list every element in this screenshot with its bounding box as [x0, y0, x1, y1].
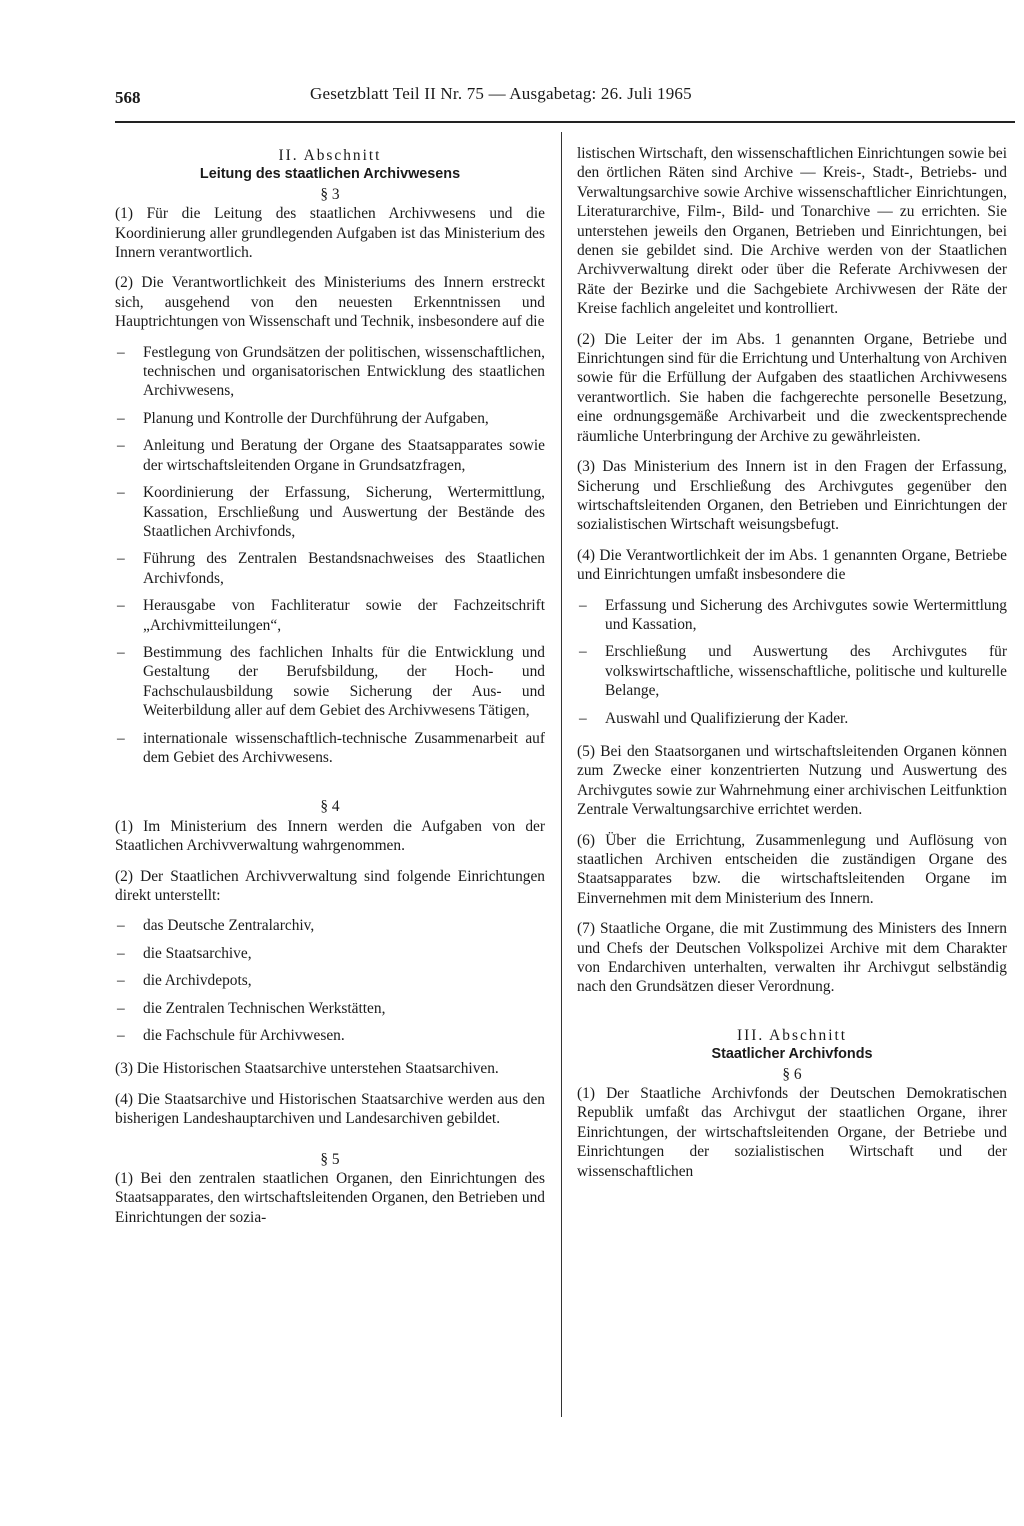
paragraph-text: (2) Die Verantwortlichkeit des Ministeriums des Innern erstreckt sich, ausgehend von den neuesten Erkenntnissen und Hauptrichtungen von Wissenschaft und Technik, insbesondere auf die	[115, 274, 545, 331]
list-item-text: Bestimmung des fachlichen Inhalts für die Entwicklung und Gestaltung der Berufsbildung, der Hoch- und Fachschulausbildung sowie Sicherung der Aus- und Weiterbildung aller auf dem Gebiet des Archivwesens Tätigen,	[143, 643, 545, 720]
list-item-text: internationale wissenschaftlich-technische Zusammenarbeit auf dem Gebiet des Archivwesens.	[143, 729, 545, 766]
list-item	[115, 409, 545, 428]
dash-bullet: –	[117, 437, 125, 455]
list-item	[115, 971, 545, 990]
dash-bullet: –	[117, 484, 125, 502]
dash-bullet: –	[117, 972, 125, 990]
dash-bullet: –	[579, 643, 587, 661]
paragraph-text: (7) Staatliche Organe, die mit Zustimmung des Ministers des Innern und Chefs der Deutschen Volkspolizei Archive mit dem Charakter von Endarchiven unterhalten, verwalten ihr Archivgut selbständig nach den Grundsätzen dieser Verordnung.	[577, 920, 1007, 996]
list-item	[115, 596, 545, 635]
column-divider	[561, 132, 562, 1417]
section-title: III. Abschnitt	[736, 1026, 848, 1044]
list-item-text: die Fachschule für Archivwesen.	[143, 1027, 345, 1045]
list-item-text: Anleitung und Beratung der Organe des Staatsapparates sowie der wirtschaftsleitenden Organe in Grundsatzfragen,	[143, 437, 545, 474]
dash-bullet: –	[117, 409, 125, 427]
list-item	[577, 642, 1007, 700]
paragraph-text: (1) Für die Leitung des staatlichen Archivwesens und die Koordinierung aller grundlegenden Aufgaben ist das Ministerium des Innern verantwortlich.	[115, 205, 545, 262]
list-item-text: Erfassung und Sicherung des Archivgutes sowie Wertermittlung und Kassation,	[605, 596, 1007, 633]
paragraph-text: (2) Der Staatlichen Archivverwaltung sind folgende Einrichtungen direkt unterstellt:	[115, 867, 545, 904]
list-item-text: das Deutsche Zentralarchiv,	[143, 917, 315, 935]
dash-bullet: –	[579, 709, 587, 727]
paragraph-heading: § 3	[320, 185, 340, 203]
list-item	[115, 729, 545, 768]
list-item-text: die Staatsarchive,	[143, 944, 252, 962]
paragraph-text: (1) Der Staatliche Archivfonds der Deutschen Demokratischen Republik umfaßt das Archivgut der staatlichen Organe, ihrer Einrichtungen, der wirtschaftsleitenden Organe, der Betriebe und Einrichtungen der sozialistischen Wirtschaft und der wissenschaftlichen	[577, 1085, 1007, 1180]
dash-bullet: –	[117, 944, 125, 962]
list-item	[577, 709, 1007, 728]
section-title: II. Abschnitt	[278, 147, 382, 164]
header-rule	[115, 121, 1015, 123]
paragraph-text: listischen Wirtschaft, den wissenschaftlichen Einrichtungen sowie bei den örtlichen Räten sind Archive — Kreis-, Stadt-, Betriebs- und Verwaltungsarchive sowie Archive wissenschaftlicher Einrichtungen, Literaturarchive, Film-, Bild- und Tonarchive — zu errichten. Sie unterstehen jeweils den Organen, Betrieben und Einrichtungen, bei denen sie gebildet sind. Die Archive werden von der Staatlichen Archivverwaltung direkt oder über die Referate Archivwesen der Räte der Bezirke und die Sachgebiete Archivwesen der Räte der Kreise fachlich angeleitet und kontrolliert.	[577, 145, 1007, 318]
list-item-text: Führung des Zentralen Bestandsnachweises des Staatlichen Archivfonds,	[143, 550, 545, 587]
paragraph-text: (4) Die Verantwortlichkeit der im Abs. 1 genannten Organe, Betriebe und Einrichtungen umfaßt insbesondere die	[577, 546, 1007, 584]
paragraph-text: (3) Das Ministerium des Innern ist in den Fragen der Erfassung, Sicherung und Erschließung des Archivgutes gegenüber den wirtschaftsleitenden Organen, den Betrieben und Einrichtungen der sozialistischen Wirtschaft weisungsbefugt.	[577, 458, 1007, 534]
list-item-text: Auswahl und Qualifizierung der Kader.	[605, 709, 849, 727]
dash-bullet: –	[117, 999, 125, 1017]
list-item	[115, 483, 545, 541]
running-title: Gesetzblatt Teil II Nr. 75 — Ausgabetag: 26. Juli 1965	[310, 84, 692, 103]
dash-bullet: –	[117, 343, 125, 361]
list-item	[115, 643, 545, 721]
paragraph-text: (5) Bei den Staatsorganen und wirtschaftsleitenden Organen können zum Zwecke einer konzentrierten Nutzung und Auswertung des Archivgutes sowie zur Wahrnehmung einer archivischen Leitfunktion Zentrale Verwaltungsarchive errichtet werden.	[577, 742, 1007, 819]
section-heading: Staatlicher Archivfonds	[711, 1046, 873, 1063]
paragraph-text: (1) Bei den zentralen staatlichen Organen, den Einrichtungen des Staatsapparates, den wirtschaftsleitenden Organen, den Betrieben und Einrichtungen der sozia-	[115, 1170, 545, 1226]
list-item	[115, 916, 545, 935]
list-item	[115, 944, 545, 963]
section-heading: Leitung des staatlichen Archivwesens	[199, 166, 461, 183]
paragraph-text: (6) Über die Errichtung, Zusammenlegung und Auflösung von staatlichen Archiven entscheiden die zuständigen Organe des Staatsapparates bzw. die wirtschaftsleitenden Organe im Einvernehmen mit dem Ministerium des Innern.	[577, 831, 1007, 907]
list-item-text: Herausgabe von Fachliteratur sowie der Fachzeitschrift „Archivmitteilungen“,	[143, 597, 545, 634]
list-item	[115, 436, 545, 475]
dash-bullet: –	[117, 643, 125, 661]
paragraph-text: (3) Die Historischen Staatsarchive unterstehen Staatsarchiven.	[115, 1060, 499, 1078]
list-item	[577, 596, 1007, 635]
list-item-text: Planung und Kontrolle der Durchführung der Aufgaben,	[143, 409, 489, 427]
list-item-text: Erschließung und Auswertung des Archivgutes für volkswirtschaftliche, wissenschaftliche, politische und kulturelle Belange,	[605, 643, 1007, 700]
list-item-text: die Archivdepots,	[143, 972, 252, 990]
paragraph-heading: § 6	[782, 1065, 802, 1083]
list-item	[115, 343, 545, 401]
page-number: 568	[115, 88, 141, 107]
dash-bullet: –	[117, 550, 125, 568]
paragraph-text: (1) Im Ministerium des Innern werden die Aufgaben von der Staatlichen Archivverwaltung wahrgenommen.	[115, 817, 545, 855]
dash-bullet: –	[117, 597, 125, 615]
page-header	[115, 84, 1015, 114]
list-item-text: Festlegung von Grundsätzen der politischen, wissenschaftlichen, technischen und organisatorischen Entwicklung des staatlichen Archivwesens,	[143, 343, 545, 400]
paragraph-heading: § 4	[320, 798, 340, 816]
paragraph-heading: § 5	[320, 1150, 340, 1168]
list-item	[115, 1026, 545, 1045]
dash-bullet: –	[117, 729, 125, 747]
list-item-text: Koordinierung der Erfassung, Sicherung, Wertermittlung, Kassation, Erschließung und Auswertung der Bestände des Staatlichen Archivfonds,	[143, 484, 545, 540]
list-item	[115, 999, 545, 1018]
dash-bullet: –	[579, 596, 587, 614]
list-item	[115, 549, 545, 588]
paragraph-text: (2) Die Leiter der im Abs. 1 genannten Organe, Betriebe und Einrichtungen sind für die Errichtung und Unterhaltung von Archiven sowie für die Erfüllung der Aufgaben des staatlichen Archivwesens verantwortlich. Sie haben die fachgerechte personelle Besetzung, eine ordnungsgemäße Archivarbeit und die zweckentsprechende räumliche Unterbringung der Archive zu gewährleisten.	[577, 330, 1007, 445]
left-column	[115, 146, 545, 1238]
right-column	[577, 144, 1007, 1192]
dash-bullet: –	[117, 1027, 125, 1045]
list-item-text: die Zentralen Technischen Werkstätten,	[143, 999, 386, 1017]
dash-bullet: –	[117, 917, 125, 935]
paragraph-text: (4) Die Staatsarchive und Historischen Staatsarchive werden aus den bisherigen Landeshauptarchiven und Landesarchiven gebildet.	[115, 1090, 545, 1128]
